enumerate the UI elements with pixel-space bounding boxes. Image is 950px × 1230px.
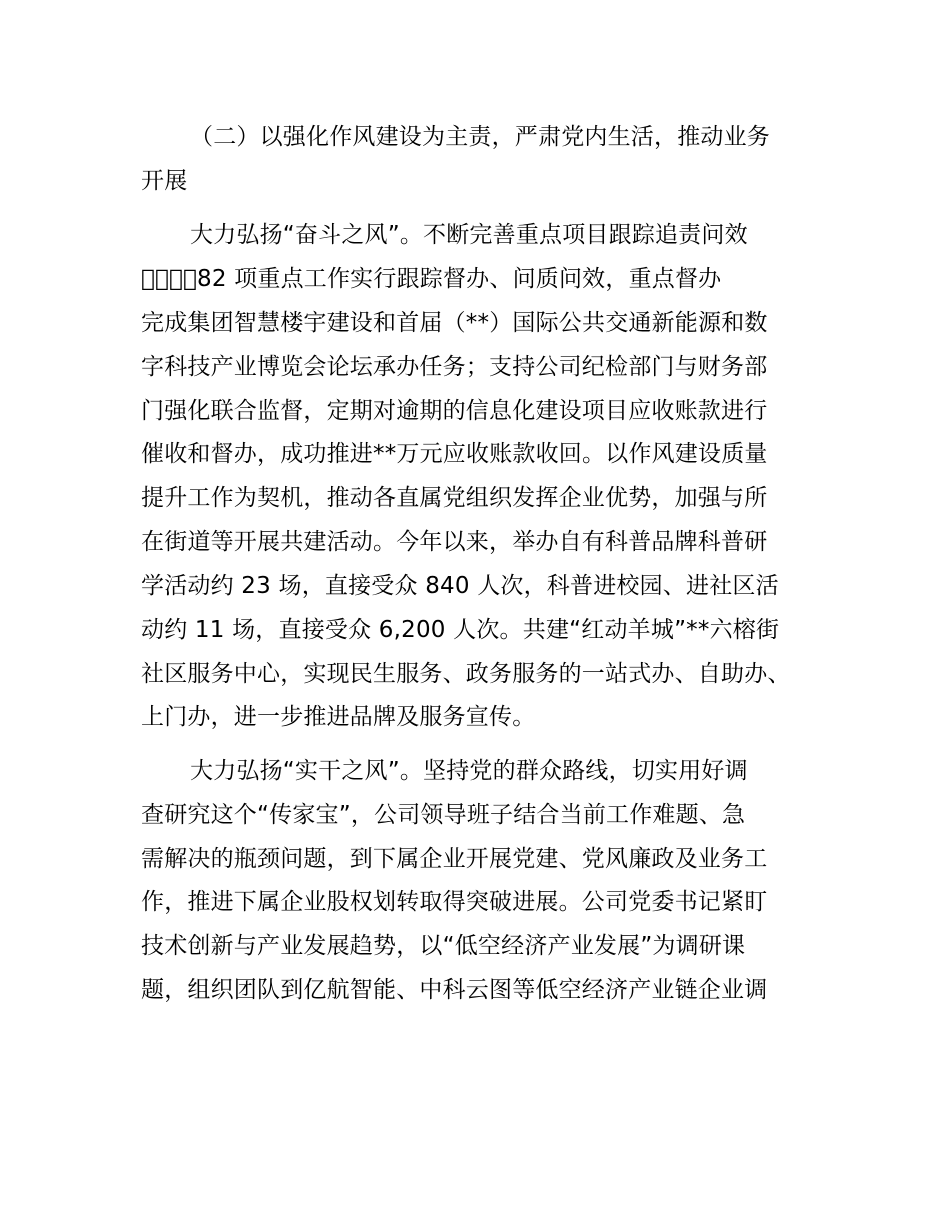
paragraph2-line-1: 大力弘扬“实干之风”。坚持党的群众路线，切实用好调: [190, 758, 748, 784]
paragraph2-line-6: 题，组织团队到亿航智能、中科云图等低空经济产业链企业调: [141, 977, 768, 1003]
paragraph1-line-11: 社区服务中心，实现民生服务、政务服务的一站式办、自助办、: [141, 661, 791, 687]
paragraph1-line-7: 提升工作为契机，推动各直属党组织发挥企业优势，加强与所: [141, 485, 768, 511]
heading-line-2: 开展: [141, 168, 188, 194]
paragraph2-line-5: 技术创新与产业发展趋势，以“低空经济产业发展”为调研课: [141, 933, 746, 959]
paragraph1-line-8: 在街道等开展共建活动。今年以来，举办自有科普品牌科普研: [141, 529, 768, 555]
paragraph1-line-9: 学活动约 23 场，直接受众 840 人次，科普进校园、进社区活: [141, 573, 779, 599]
paragraph1-line-2: 􏿾􏿾􏿾􏿾82 项重点工作实行跟踪督办、问质问效，重点督办: [141, 266, 722, 292]
paragraph1-line-1: 大力弘扬“奋斗之风”。不断完善重点项目跟踪追责问效: [190, 222, 748, 248]
paragraph2-line-3: 需解决的瓶颈问题，到下属企业开展党建、党风廉政及业务工: [141, 846, 768, 872]
paragraph2-line-4: 作，推进下属企业股权划转取得突破进展。公司党委书记紧盯: [141, 889, 768, 915]
paragraph1-line-4: 字科技产业博览会论坛承办任务；支持公司纪检部门与财务部: [141, 354, 768, 380]
paragraph1-line-3: 完成集团智慧楼宇建设和首届（**）国际公共交通新能源和数: [141, 310, 768, 336]
paragraph2-line-2: 查研究这个“传家宝”，公司领导班子结合当前工作难题、急: [141, 802, 746, 828]
heading-line-1: （二）以强化作风建设为主责，严肃党内生活，推动业务: [190, 124, 770, 150]
paragraph1-line-12: 上门办，进一步推进品牌及服务宣传。: [141, 704, 536, 730]
paragraph1-line-10: 动约 11 场，直接受众 6,200 人次。共建“红动羊城”**六榕街: [141, 617, 780, 643]
paragraph1-line-5: 门强化联合监督，定期对逾期的信息化建设项目应收账款进行: [141, 398, 768, 424]
paragraph1-line-6: 催收和督办，成功推进**万元应收账款收回。以作风建设质量: [141, 441, 768, 467]
